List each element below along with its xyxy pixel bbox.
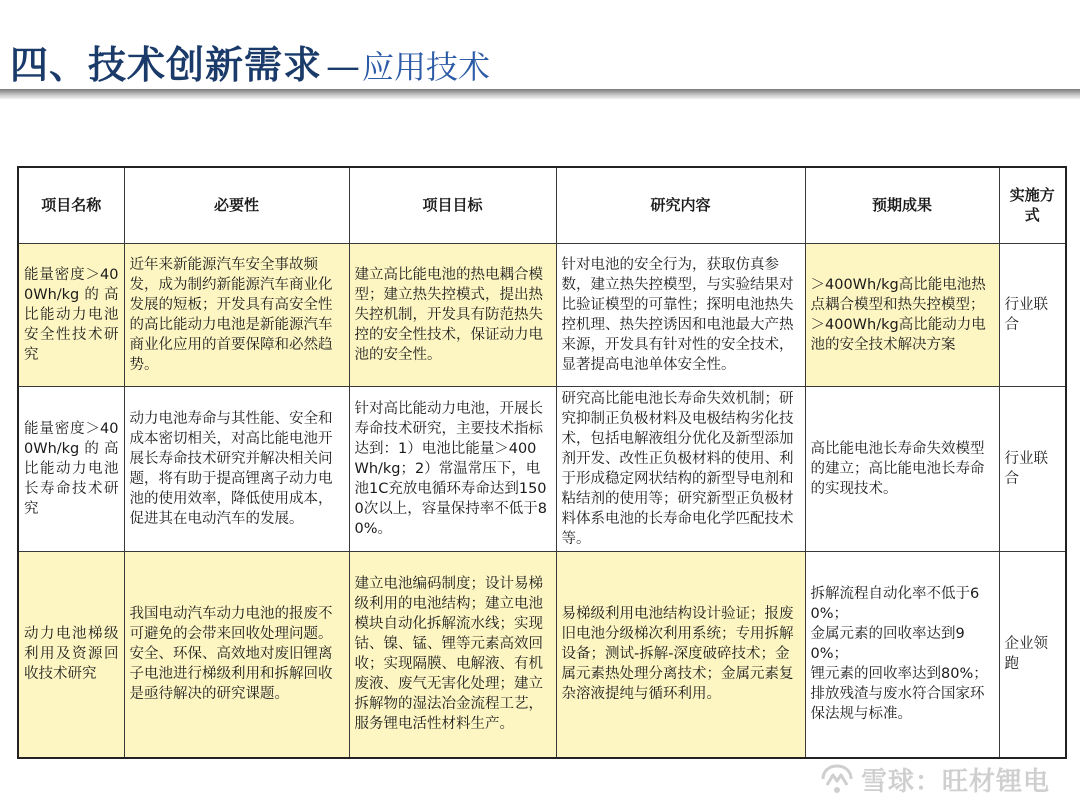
cell-research: 研究高比能电池长寿命失效机制；研究抑制正负极材料及电极结构劣化技术，包括电解液组分优化及新型添加剂开发、改性正负极材料的使用、利于形成稳定网状结构的新型导电剂和粘结剂的使用等；研究新型正负极材料体系电池的长寿命电化学匹配技术等。 xyxy=(556,386,805,551)
title-main: 四、技术创新需求 xyxy=(10,43,323,87)
cell-necessity: 近年来新能源汽车安全事故频发，成为制约新能源汽车商业化发展的短板；开发具有高安全性的高比能动力电池是新能源汽车商业化应用的首要保障和必然趋势。 xyxy=(124,243,349,386)
cell-result: 高比能电池长寿命失效模型的建立；高比能电池长寿命的实现技术。 xyxy=(805,386,999,551)
cell-goal: 建立高比能电池的热电耦合模型；建立热失控模式，提出热失控机制，开发具有防范热失控的安全性技术，保证动力电池的安全性。 xyxy=(349,243,556,386)
table-header-row xyxy=(18,167,1066,243)
table-row xyxy=(18,243,1066,386)
xueqiu-logo-icon xyxy=(819,763,855,795)
page-title xyxy=(10,34,491,87)
cell-mode: 企业领跑 xyxy=(999,551,1066,758)
table-row xyxy=(18,551,1066,758)
table-row xyxy=(18,386,1066,551)
title-subtitle: 应用技术 xyxy=(362,48,491,86)
cell-necessity: 我国电动汽车动力电池的报废不可避免的会带来回收处理问题。安全、环保、高效地对废旧锂离子电池进行梯级利用和拆解回收是亟待解决的研究课题。 xyxy=(124,551,349,758)
header-goal: 项目目标 xyxy=(349,167,556,243)
cell-project-name: 动力电池梯级利用及资源回收技术研究 xyxy=(18,551,124,758)
watermark-account: 旺材锂电 xyxy=(941,766,1050,797)
header-mode: 实施方式 xyxy=(999,167,1066,243)
cell-goal: 针对高比能动力电池，开展长寿命技术研究，主要技术指标达到：1）电池比能量＞400 Wh/kg；2）常温常压下，电池1C充放电循环寿命达到1500次以上，容量保持率不低于80%。 xyxy=(349,386,556,551)
title-dash: — xyxy=(326,47,361,87)
title-divider xyxy=(0,89,1080,99)
cell-result: ＞400Wh/kg高比能电池热点耦合模型和热失控模型； ＞400Wh/kg高比能动力电池的安全技术解决方案 xyxy=(805,243,999,386)
cell-research: 易梯级利用电池结构设计验证；报废旧电池分级梯次利用系统；专用拆解设备；测试-拆解-深度破碎技术；金属元素热处理分离技术；金属元素复杂溶液提纯与循环利用。 xyxy=(556,551,805,758)
cell-mode: 行业联合 xyxy=(999,243,1066,386)
cell-result: 拆解流程自动化率不低于60%； 金属元素的回收率达到90%； 锂元素的回收率达到80%； 排放残渣与废水符合国家环保法规与标准。 xyxy=(805,551,999,758)
watermark-separator: ： xyxy=(914,766,942,797)
requirements-table xyxy=(17,166,1067,759)
header-result: 预期成果 xyxy=(805,167,999,243)
cell-project-name: 能量密度＞400Wh/kg的高比能动力电池安全性技术研究 xyxy=(18,243,124,386)
cell-goal: 建立电池编码制度；设计易梯级利用的电池结构；建立电池模块自动化拆解流水线；实现钴、镍、锰、锂等元素高效回收；实现隔膜、电解液、有机废液、废气无害化处理；建立拆解物的湿法冶金流程工艺，服务锂电活性材料生产。 xyxy=(349,551,556,758)
cell-mode: 行业联合 xyxy=(999,386,1066,551)
cell-research: 针对电池的安全行为，获取仿真参数，建立热失控模型，与实验结果对比验证模型的可靠性；探明电池热失控机理、热失控诱因和电池最大产热来源，开发具有针对性的安全技术，显著提高电池单体安全性。 xyxy=(556,243,805,386)
cell-project-name: 能量密度＞400Wh/kg的高比能动力电池长寿命技术研究 xyxy=(18,386,124,551)
watermark-brand: 雪球 xyxy=(860,766,915,797)
header-project-name: 项目名称 xyxy=(18,167,124,243)
header-necessity: 必要性 xyxy=(124,167,349,243)
header-research: 研究内容 xyxy=(556,167,805,243)
cell-necessity: 动力电池寿命与其性能、安全和成本密切相关，对高比能电池开展长寿命技术研究并解决相关问题，将有助于提高锂离子动力电池的使用效率，降低使用成本，促进其在电动汽车的发展。 xyxy=(124,386,349,551)
watermark xyxy=(819,759,1050,799)
